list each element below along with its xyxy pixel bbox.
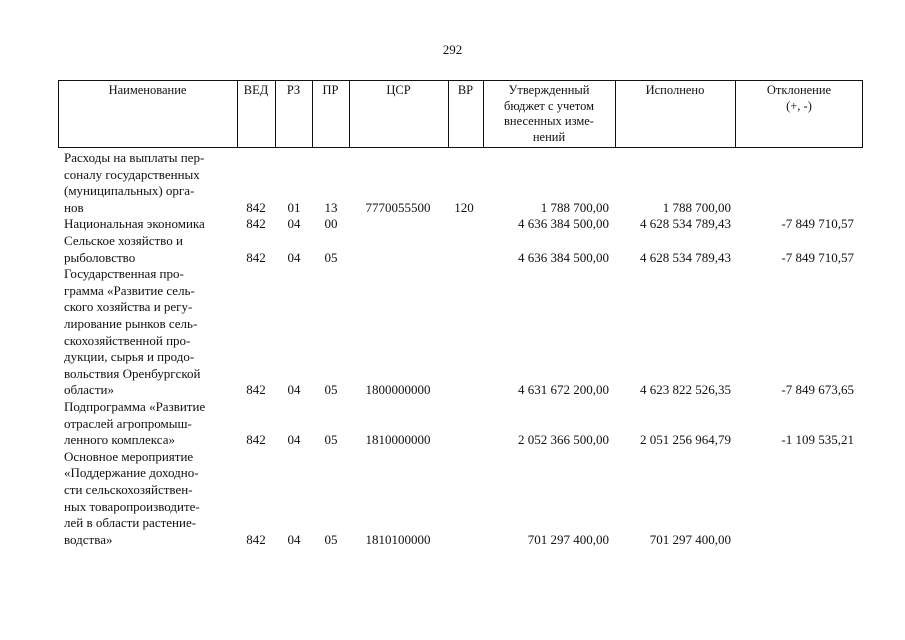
row-name-line: Расходы на выплаты пер- <box>64 150 205 165</box>
row-name-line: ных товаропроизводите- <box>64 498 200 514</box>
row-name-line: отраслей агропромыш- <box>64 415 192 431</box>
rz-code: 04 <box>287 382 301 398</box>
pr-code: 05 <box>324 382 338 398</box>
row-name-line: Сельское хозяйство и <box>64 233 183 248</box>
executed-amount: 4 623 822 526,35 <box>640 382 731 398</box>
executed-amount: 4 628 534 789,43 <box>640 216 731 232</box>
executed-amount: 4 628 534 789,43 <box>640 249 731 265</box>
row-name-line: соналу государственных <box>64 166 200 182</box>
approved-budget: 1 788 700,00 <box>540 199 609 215</box>
deviation-amount: -7 849 673,65 <box>781 382 854 398</box>
csr-code: 1810000000 <box>365 432 431 448</box>
rz-code: 04 <box>287 531 301 547</box>
deviation-amount: -7 849 710,57 <box>781 249 854 265</box>
ved-code: 842 <box>246 216 266 232</box>
row-name-line: Национальная экономика <box>64 216 205 232</box>
header-deviation-line: (+, -) <box>786 98 812 113</box>
header-ved: ВЕД <box>243 83 269 97</box>
pr-code: 00 <box>324 216 338 232</box>
header-deviation-line: Отклонение <box>766 83 832 97</box>
header-budget-line: Утвержденный <box>508 83 590 97</box>
row-name-line: рыболовство <box>64 249 136 265</box>
approved-budget: 2 052 366 500,00 <box>518 432 609 448</box>
header-name: Наименование <box>108 83 187 97</box>
row-name-line: «Поддержание доходно- <box>64 465 199 481</box>
row-name-line: лей в области растение- <box>64 515 197 531</box>
ved-code: 842 <box>246 432 266 448</box>
row-name-line: нов <box>64 199 84 215</box>
row-name-line: (муниципальных) орга- <box>64 183 195 199</box>
executed-amount: 1 788 700,00 <box>662 199 731 215</box>
approved-budget: 4 631 672 200,00 <box>518 382 609 398</box>
executed-amount: 701 297 400,00 <box>649 531 731 547</box>
ved-code: 842 <box>246 382 266 398</box>
header-vr: ВР <box>457 83 474 97</box>
row-name-line: ского хозяйства и регу- <box>64 299 193 315</box>
row-name-line: грамма «Развитие сель- <box>64 282 195 298</box>
row-name-line: лирование рынков сель- <box>64 316 198 331</box>
csr-code: 7770055500 <box>365 199 431 215</box>
csr-code: 1810100000 <box>365 531 431 547</box>
rz-code: 04 <box>287 432 301 448</box>
row-name-line: Подпрограмма «Развитие <box>64 399 206 414</box>
csr-code: 1800000000 <box>365 382 431 398</box>
row-name-line: дукции, сырья и продо- <box>64 349 195 365</box>
rz-code: 04 <box>287 216 301 232</box>
header-budget-line: нений <box>532 129 566 144</box>
deviation-amount: -1 109 535,21 <box>781 432 854 448</box>
pr-code: 05 <box>324 249 338 265</box>
deviation-amount: -7 849 710,57 <box>781 216 854 232</box>
row-name-line: скохозяйственной про- <box>64 332 191 348</box>
row-name-line: сти сельскохозяйствен- <box>64 482 193 497</box>
pr-code: 05 <box>324 531 338 547</box>
rz-code: 01 <box>287 199 301 215</box>
approved-budget: 4 636 384 500,00 <box>518 249 609 265</box>
ved-code: 842 <box>246 199 266 215</box>
executed-amount: 2 051 256 964,79 <box>640 432 731 448</box>
row-name-line: ленного комплекса» <box>64 432 175 448</box>
pr-code: 05 <box>324 432 338 448</box>
header-csr: ЦСР <box>386 83 411 97</box>
approved-budget: 701 297 400,00 <box>527 531 609 547</box>
row-name-line: вольствия Оренбургской <box>64 365 201 381</box>
row-name-line: области» <box>64 382 114 398</box>
header-budget-line: бюджет с учетом <box>503 98 594 113</box>
header-pr: ПР <box>322 83 339 97</box>
row-name-line: водства» <box>64 531 113 547</box>
row-name-line: Основное мероприятие <box>64 448 194 464</box>
header-rz: РЗ <box>286 83 301 97</box>
header-executed: Исполнено <box>645 83 705 97</box>
approved-budget: 4 636 384 500,00 <box>518 216 609 232</box>
row-name-line: Государственная про- <box>64 266 184 282</box>
header-budget-line: внесенных изме- <box>504 114 594 128</box>
vr-code: 120 <box>454 199 474 215</box>
page-number: 292 <box>442 42 463 57</box>
rz-code: 04 <box>287 249 301 265</box>
ved-code: 842 <box>246 531 266 547</box>
pr-code: 13 <box>324 199 338 215</box>
ved-code: 842 <box>246 249 266 265</box>
